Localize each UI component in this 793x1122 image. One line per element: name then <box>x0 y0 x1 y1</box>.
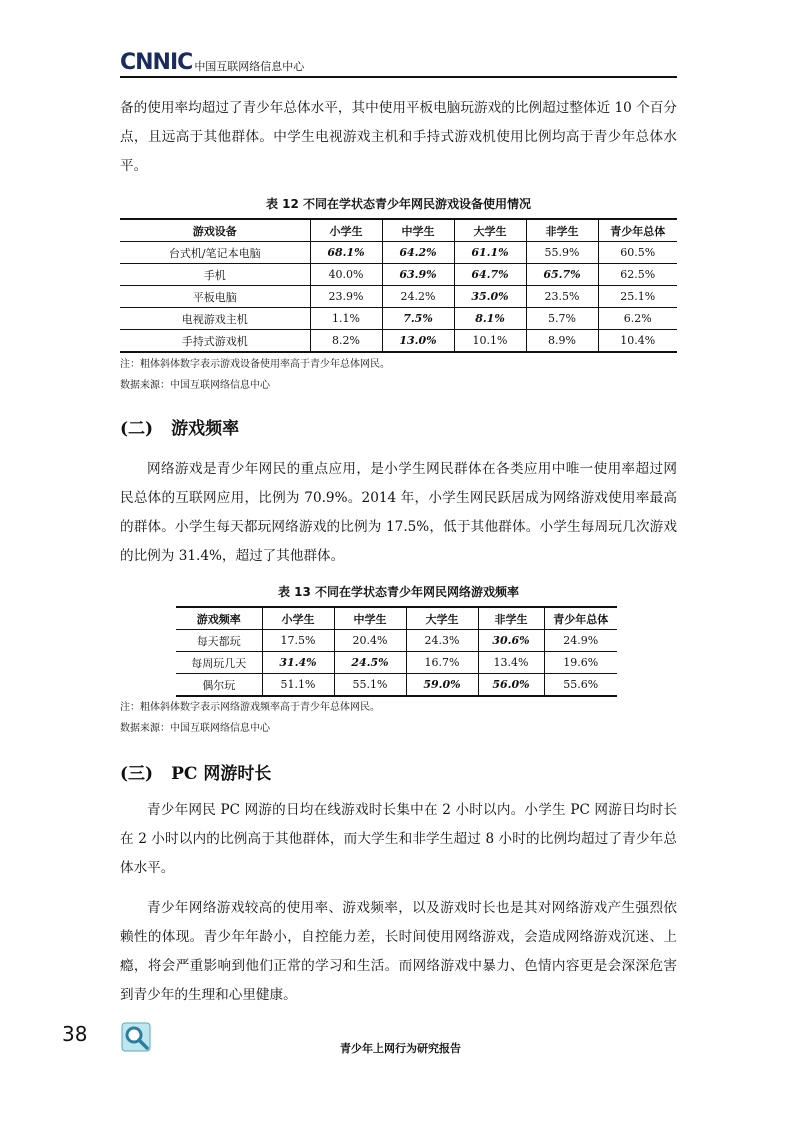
section2-number: (二) <box>120 419 154 439</box>
table-cell: 63.9% <box>382 264 454 286</box>
table12-header-2: 中学生 <box>382 219 454 242</box>
table-row <box>120 308 677 330</box>
table-cell: 35.0% <box>454 286 526 308</box>
table-cell: 64.7% <box>454 264 526 286</box>
table-cell: 6.2% <box>598 308 677 330</box>
table-cell: 30.6% <box>478 630 544 652</box>
row-label: 每天都玩 <box>176 630 262 652</box>
table13 <box>176 606 617 697</box>
table-cell: 23.5% <box>526 286 598 308</box>
table-cell: 60.5% <box>598 242 677 264</box>
table-cell: 16.7% <box>406 652 478 674</box>
row-label: 平板电脑 <box>120 286 310 308</box>
table-cell: 31.4% <box>262 652 334 674</box>
table-row <box>120 330 677 353</box>
table-cell: 23.9% <box>310 286 382 308</box>
header-rule <box>120 76 677 78</box>
row-label: 电视游戏主机 <box>120 308 310 330</box>
section3-paragraph1: 青少年网民 PC 网游的日均在线游戏时长集中在 2 小时以内。小学生 PC 网游日均时长在 2 小时以内的比例高于其他群体，而大学生和非学生超过 8 小时的比例均超过了青少年总体水平。 <box>120 802 677 876</box>
table-cell: 25.1% <box>598 286 677 308</box>
footer-report-title: 青少年上网行为研究报告 <box>340 1042 461 1055</box>
table-cell: 56.0% <box>478 674 544 697</box>
table-cell: 5.7% <box>526 308 598 330</box>
row-label: 手持式游戏机 <box>120 330 310 353</box>
table12-header-1: 小学生 <box>310 219 382 242</box>
table-cell: 10.4% <box>598 330 677 353</box>
table-cell: 19.6% <box>544 652 617 674</box>
table-row <box>176 630 617 652</box>
table-cell: 8.2% <box>310 330 382 353</box>
table-cell: 61.1% <box>454 242 526 264</box>
row-label: 手机 <box>120 264 310 286</box>
row-label: 每周玩几天 <box>176 652 262 674</box>
table-cell: 40.0% <box>310 264 382 286</box>
table-row <box>176 652 617 674</box>
table-cell: 68.1% <box>310 242 382 264</box>
table-cell: 24.5% <box>334 652 406 674</box>
table12-title: 表 12 不同在学状态青少年网民游戏设备使用情况 <box>265 197 532 211</box>
org-name: 中国互联网络信息中心 <box>194 60 305 73</box>
page-number: 38 <box>62 1022 88 1046</box>
intro-paragraph: 备的使用率均超过了青少年总体水平，其中使用平板电脑玩游戏的比例超过整体近 10 个百分点，且远高于其他群体。中学生电视游戏主机和手持式游戏机使用比例均高于青少年总体水平。 <box>120 100 677 174</box>
section3-title: PC 网游时长 <box>171 764 272 784</box>
section2-title: 游戏频率 <box>171 419 240 439</box>
table12-header-0: 游戏设备 <box>120 219 310 242</box>
table-cell: 1.1% <box>310 308 382 330</box>
row-label: 偶尔玩 <box>176 674 262 697</box>
table-cell: 7.5% <box>382 308 454 330</box>
table-cell: 8.9% <box>526 330 598 353</box>
table-cell: 13.0% <box>382 330 454 353</box>
table-cell: 51.1% <box>262 674 334 697</box>
table-row <box>176 674 617 697</box>
table-cell: 55.1% <box>334 674 406 697</box>
table12-header-row <box>120 219 677 242</box>
table13-header-5: 青少年总体 <box>544 607 617 630</box>
table12-source: 数据来源：中国互联网络信息中心 <box>120 380 270 391</box>
table13-header-4: 非学生 <box>478 607 544 630</box>
table-cell: 64.2% <box>382 242 454 264</box>
header-logo <box>120 52 304 74</box>
table-row <box>120 286 677 308</box>
section3-heading <box>120 759 271 784</box>
section3-paragraph2: 青少年网络游戏较高的使用率、游戏频率，以及游戏时长也是其对网络游戏产生强烈依赖性的体现。青少年年龄小，自控能力差，长时间使用网络游戏，会造成网络游戏沉迷、上瘾，将会严重影响到他们正常的学习和生活。而网络游戏中暴力、色情内容更是会深深危害到青少年的生理和心里健康。 <box>120 900 677 1003</box>
table12 <box>120 218 677 353</box>
table-cell: 8.1% <box>454 308 526 330</box>
table12-header-5: 青少年总体 <box>598 219 677 242</box>
table-cell: 24.9% <box>544 630 617 652</box>
section2-heading <box>120 414 239 439</box>
table-cell: 10.1% <box>454 330 526 353</box>
section2-paragraph: 网络游戏是青少年网民的重点应用，是小学生网民群体在各类应用中唯一使用率超过网民总体的互联网应用，比例为 70.9%。2014 年，小学生网民跃居成为网络游戏使用率最高的群体。小学生每天都玩网络游戏的比例为 17.5%，低于其他群体。小学生每周玩几次游戏的比例为 31.4%，超过了其他群体。 <box>120 461 677 564</box>
table-row <box>120 242 677 264</box>
table13-header-2: 中学生 <box>334 607 406 630</box>
table-cell: 24.3% <box>406 630 478 652</box>
table13-note: 注：粗体斜体数字表示网络游戏频率高于青少年总体网民。 <box>120 702 380 713</box>
table12-note: 注：粗体斜体数字表示游戏设备使用率高于青少年总体网民。 <box>120 359 390 370</box>
report-magnifier-icon <box>121 1022 151 1052</box>
table-cell: 20.4% <box>334 630 406 652</box>
table-cell: 55.6% <box>544 674 617 697</box>
table-row <box>120 264 677 286</box>
table13-header-0: 游戏频率 <box>176 607 262 630</box>
cnnic-logo: CNNIC <box>120 50 193 75</box>
table-cell: 65.7% <box>526 264 598 286</box>
table13-source: 数据来源：中国互联网络信息中心 <box>120 723 270 734</box>
table-cell: 13.4% <box>478 652 544 674</box>
table13-header-1: 小学生 <box>262 607 334 630</box>
table-cell: 62.5% <box>598 264 677 286</box>
table13-title: 表 13 不同在学状态青少年网民网络游戏频率 <box>277 585 520 599</box>
table13-header-row <box>176 607 617 630</box>
table-cell: 55.9% <box>526 242 598 264</box>
table13-header-3: 大学生 <box>406 607 478 630</box>
section3-number: (三) <box>120 764 154 784</box>
table12-header-3: 大学生 <box>454 219 526 242</box>
table-cell: 17.5% <box>262 630 334 652</box>
table-cell: 24.2% <box>382 286 454 308</box>
table12-header-4: 非学生 <box>526 219 598 242</box>
row-label: 台式机/笔记本电脑 <box>120 242 310 264</box>
table-cell: 59.0% <box>406 674 478 697</box>
